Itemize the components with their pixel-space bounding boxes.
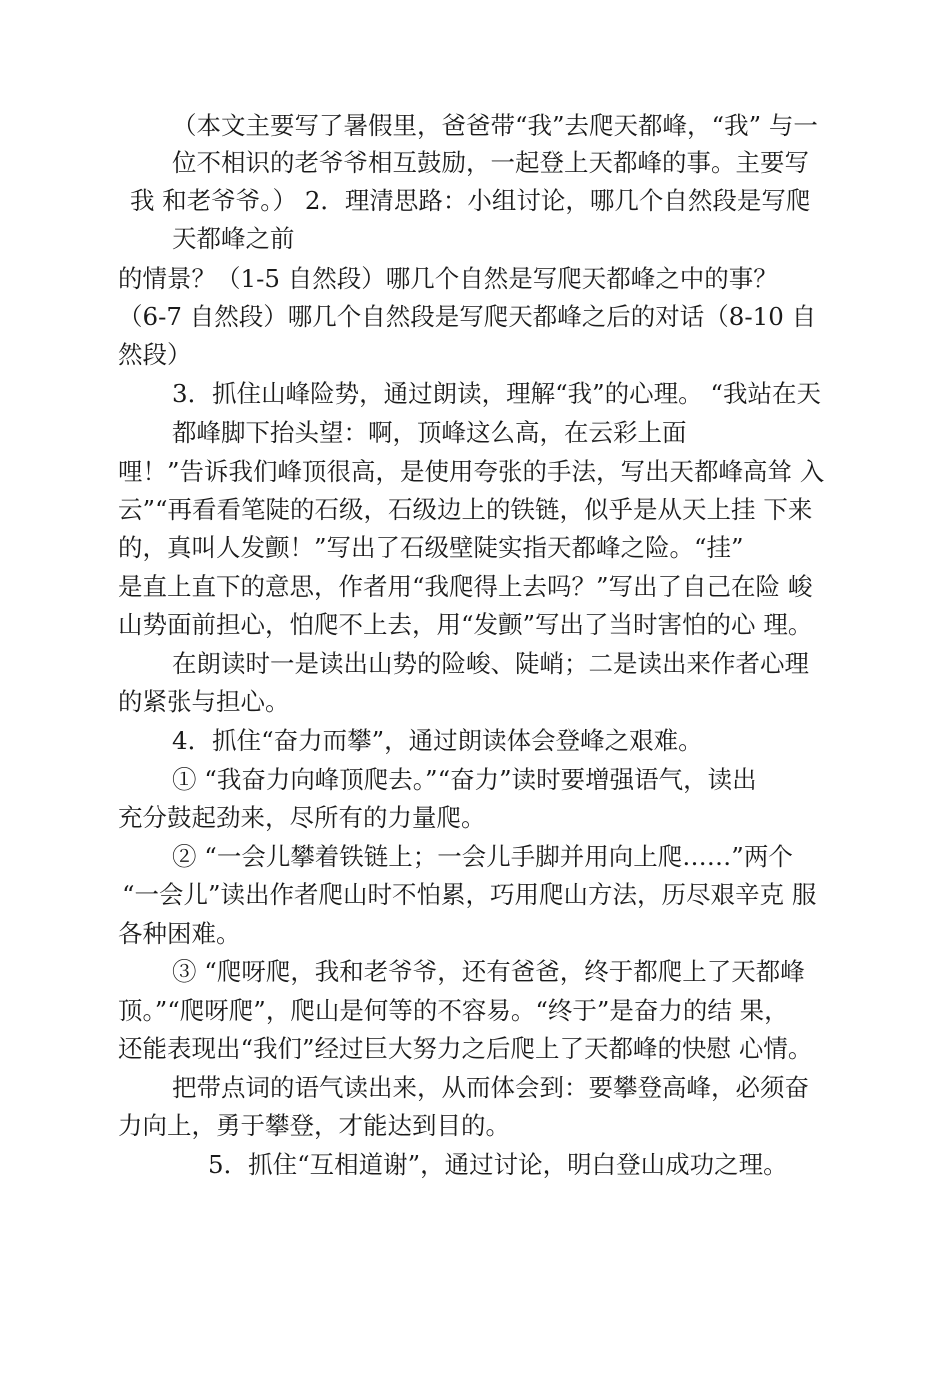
- text-line: 3．抓住山峰险势，通过朗读，理解“我”的心理。 “我站在天: [172, 379, 821, 408]
- text-line: 天都峰之前: [172, 224, 295, 253]
- text-line: 顶。”“爬呀爬”，爬山是何等的不容易。“终于”是奋力的结 果，: [118, 996, 789, 1025]
- text-line: 的，真叫人发颤！”写出了石级壁陡实指天都峰之险。“挂”: [118, 533, 744, 562]
- text-line: 我 和老爷爷。） 2．理清思路：小组讨论，哪几个自然段是写爬: [130, 186, 811, 215]
- text-line: （本文主要写了暑假里，爸爸带“我”去爬天都峰，“我” 与一: [172, 111, 818, 140]
- text-line: ① “我奋力向峰顶爬去。”“奋力”读时要增强语气，读出: [172, 765, 757, 794]
- text-line: 的情景？（1-5 自然段）哪几个自然是写爬天都峰之中的事？: [118, 264, 778, 293]
- text-line: 5．抓住“互相道谢”，通过讨论，明白登山成功之理。: [208, 1150, 788, 1179]
- text-line: 4．抓住“奋力而攀”，通过朗读体会登峰之艰难。: [172, 726, 703, 755]
- text-line: ③ “爬呀爬，我和老爷爷，还有爸爸，终于都爬上了天都峰: [172, 957, 805, 986]
- text-line: 把带点词的语气读出来，从而体会到：要攀登高峰，必须奋: [172, 1073, 809, 1102]
- text-line: 山势面前担心，怕爬不上去，用“发颤”写出了当时害怕的心 理。: [118, 610, 813, 639]
- text-line: 哩！”告诉我们峰顶很高，是使用夸张的手法，写出天都峰高耸 入: [118, 457, 825, 486]
- text-line: 在朗读时一是读出山势的险峻、陡峭；二是读出来作者心理: [172, 649, 809, 678]
- text-line: 的紧张与担心。: [118, 687, 290, 716]
- text-line: 都峰脚下抬头望：啊，顶峰这么高，在云彩上面: [172, 418, 687, 447]
- text-line: （6-7 自然段）哪几个自然段是写爬天都峰之后的对话（8-10 自: [118, 302, 817, 331]
- text-line: ② “一会儿攀着铁链上；一会儿手脚并用向上爬……”两个: [172, 842, 793, 871]
- text-line: 是直上直下的意思，作者用“我爬得上去吗？”写出了自己在险 峻: [118, 572, 813, 601]
- text-line: 充分鼓起劲来，尽所有的力量爬。: [118, 803, 486, 832]
- text-line: 然段）: [118, 340, 192, 369]
- text-line: 各种困难。: [118, 919, 241, 948]
- text-line: 力向上，勇于攀登，才能达到目的。: [118, 1111, 510, 1140]
- text-line: “一会儿”读出作者爬山时不怕累，巧用爬山方法，历尽艰辛克 服: [122, 880, 817, 909]
- text-line: 云”“再看看笔陡的石级，石级边上的铁链，似乎是从天上挂 下来: [118, 495, 813, 524]
- text-line: 位不相识的老爷爷相互鼓励，一起登上天都峰的事。主要写: [172, 148, 809, 177]
- text-line: 还能表现出“我们”经过巨大努力之后爬上了天都峰的快慰 心情。: [118, 1034, 813, 1063]
